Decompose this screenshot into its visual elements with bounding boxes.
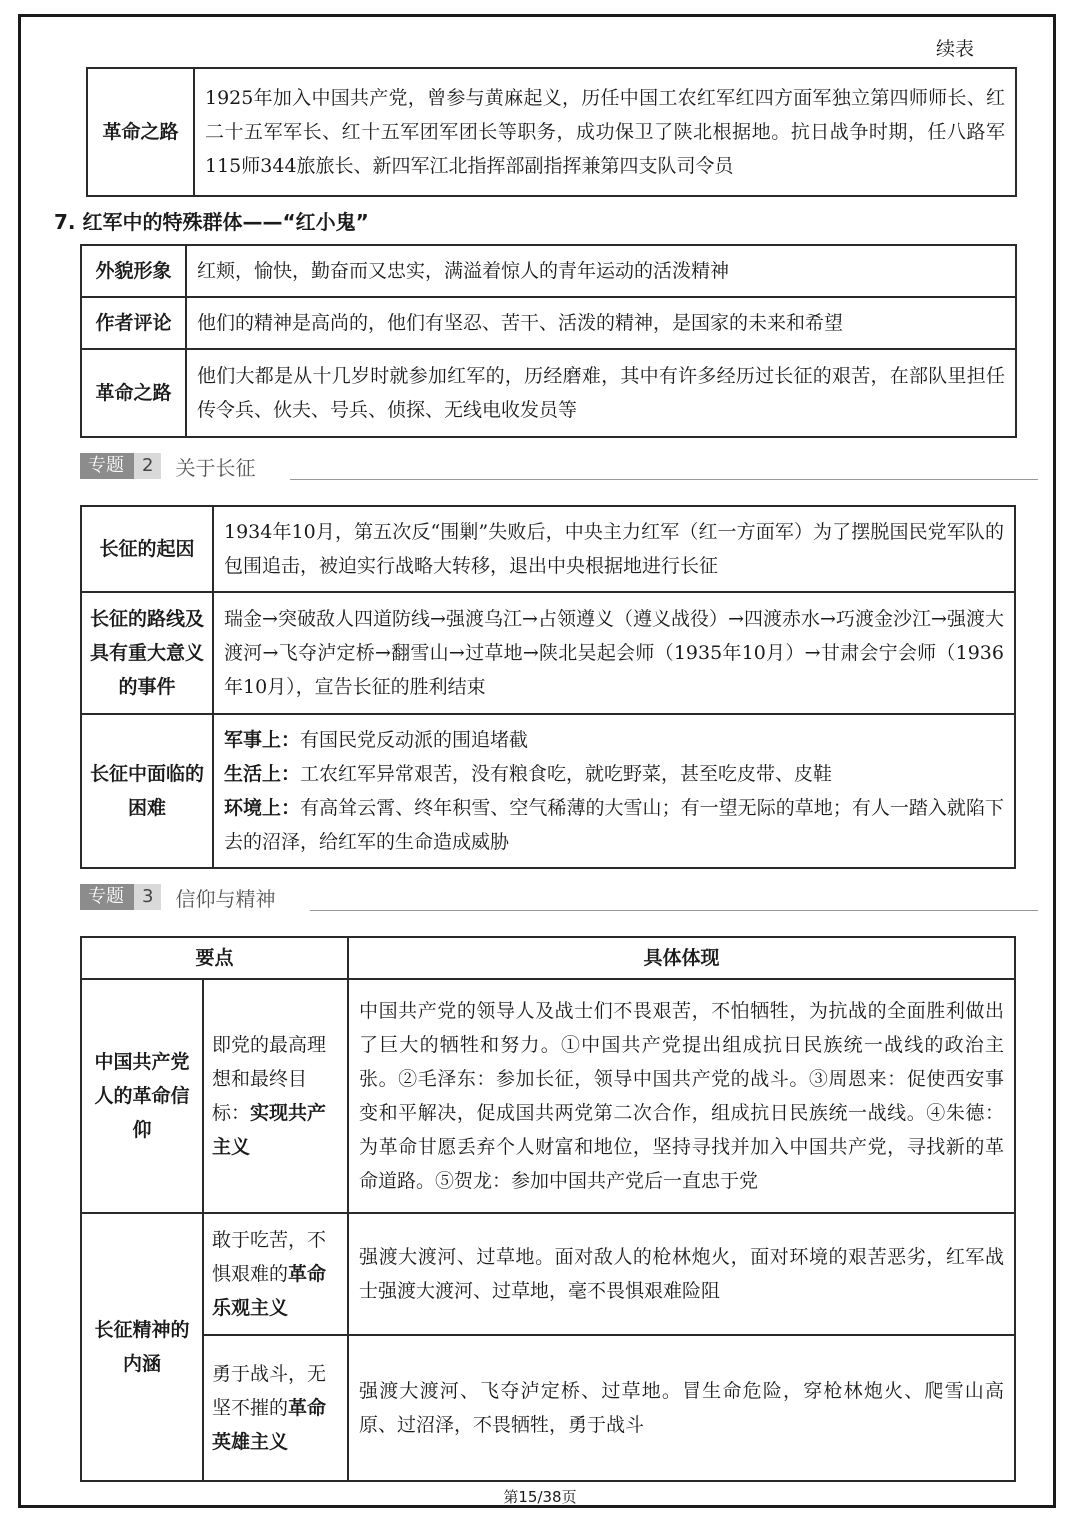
- sub-point-prefix: 即党的最高理想和最终目标：: [212, 1034, 327, 1124]
- row-text: 瑞金→突破敌人四道防线→强渡乌江→占领遵义（遵义战役）→四渡赤水→巧渡金沙江→强渡大渡河→飞夺泸定桥→翻雪山→过草地→陕北吴起会师（1935年10月）→甘肃会宁会师（1936年10月），宣告长征的胜利结束: [213, 592, 1015, 714]
- long-march-table: [80, 505, 1016, 869]
- row-text: [213, 714, 1015, 868]
- difficulty-value: 有高耸云霄、终年积雪、空气稀薄的大雪山；有一望无际的草地；有人一踏入就陷下去的沼泽，给红军的生命造成威胁: [224, 797, 1004, 853]
- difficulty-key: 环境上：: [224, 797, 301, 819]
- row-label: 革命之路: [87, 68, 194, 196]
- row-text: 中国共产党的领导人及战士们不畏艰苦，不怕牺牲，为抗战的全面胜利做出了巨大的牺牲和努力。①中国共产党提出组成抗日民族统一战线的政治主张。②毛泽东：参加长征，领导中国共产党的战斗。③周恩来：促使西安事变和平解决，促成国共两党第二次合作，组成抗日民族统一战线。④朱德：为革命甘愿丢弃个人财富和地位，坚持寻找并加入中国共产党，寻找新的革命道路。⑤贺龙：参加中国共产党后一直忠于党: [348, 979, 1015, 1213]
- continued-label: 续表: [935, 38, 974, 60]
- table-row: [81, 349, 1016, 437]
- row-label: 作者评论: [81, 297, 186, 349]
- table-row: [81, 592, 1015, 714]
- row-label: 革命之路: [81, 349, 186, 437]
- difficulty-item: [224, 723, 1004, 757]
- difficulty-value: 有国民党反动派的围追堵截: [300, 729, 529, 751]
- sub-point: [203, 979, 348, 1213]
- sub-point-bold: 革命乐观主义: [212, 1263, 327, 1319]
- row-label: 长征的路线及具有重大意义的事件: [81, 592, 213, 714]
- topic-title: 关于长征: [175, 455, 256, 480]
- sub-point: [203, 1213, 348, 1335]
- sub-point-bold: 实现共产主义: [212, 1102, 327, 1158]
- sub-point-prefix: 敢于吃苦，不惧艰难的: [212, 1229, 327, 1285]
- col-header-point: 要点: [81, 937, 348, 979]
- table-row: [81, 1213, 1015, 1335]
- difficulty-key: 军事上：: [224, 729, 301, 751]
- table-row: [87, 68, 1016, 196]
- difficulty-key: 生活上：: [224, 763, 301, 785]
- group-label: 中国共产党人的革命信仰: [81, 979, 203, 1213]
- difficulty-item: [224, 791, 1004, 859]
- topic-number: 3: [134, 884, 161, 910]
- col-header-detail: 具体体现: [348, 937, 1015, 979]
- difficulty-value: 工农红军异常艰苦，没有粮食吃，就吃野菜，甚至吃皮带、皮鞋: [300, 763, 833, 785]
- continued-table: [86, 67, 1017, 197]
- topic-number: 2: [134, 453, 161, 479]
- topic-header-3: [80, 884, 275, 910]
- row-text: 红颊，愉快，勤奋而又忠实，满溢着惊人的青年运动的活泼精神: [186, 245, 1016, 297]
- table-header-row: [81, 937, 1015, 979]
- sub-point-prefix: 勇于战斗，无坚不摧的: [212, 1363, 327, 1419]
- sub-point: [203, 1335, 348, 1481]
- row-text: 强渡大渡河、飞夺泸定桥、过草地。冒生命危险，穿枪林炮火、爬雪山高原、过沼泽，不畏牺牲，勇于战斗: [348, 1335, 1015, 1481]
- group-label: 长征精神的内涵: [81, 1213, 203, 1481]
- row-label: 长征的起因: [81, 506, 213, 592]
- table-row: [81, 1335, 1015, 1481]
- table-row: [81, 714, 1015, 868]
- belief-spirit-table: [80, 936, 1016, 1482]
- topic-divider: [310, 910, 1038, 911]
- row-text: 他们大都是从十几岁时就参加红军的，历经磨难，其中有许多经历过长征的艰苦，在部队里担任传令兵、伙夫、号兵、侦探、无线电收发员等: [186, 349, 1016, 437]
- topic-divider: [290, 479, 1038, 480]
- topic-header-2: [80, 453, 255, 479]
- sub-point-bold: 革命英雄主义: [212, 1397, 327, 1453]
- row-text: 强渡大渡河、过草地。面对敌人的枪林炮火，面对环境的艰苦恶劣，红军战士强渡大渡河、过草地，毫不畏惧艰难险阻: [348, 1213, 1015, 1335]
- row-label: 外貌形象: [81, 245, 186, 297]
- difficulty-item: [224, 757, 1004, 791]
- table-row: [81, 506, 1015, 592]
- topic-title: 信仰与精神: [175, 886, 276, 911]
- table-row: [81, 245, 1016, 297]
- table-row: [81, 979, 1015, 1213]
- table-row: [81, 297, 1016, 349]
- row-label: 长征中面临的困难: [81, 714, 213, 868]
- page-number: 第15/38页: [503, 1488, 577, 1506]
- topic-badge: 专题: [80, 884, 134, 910]
- red-little-devils-table: [80, 244, 1017, 438]
- row-text: 1934年10月，第五次反“围剿”失败后，中央主力红军（红一方面军）为了摆脱国民党军队的包围追击，被迫实行战略大转移，退出中央根据地进行长征: [213, 506, 1015, 592]
- row-text: 1925年加入中国共产党，曾参与黄麻起义，历任中国工农红军红四方面军独立第四师师长、红二十五军军长、红十五军团军团长等职务，成功保卫了陕北根据地。抗日战争时期，任八路军115师344旅旅长、新四军江北指挥部副指挥兼第四支队司令员: [194, 68, 1016, 196]
- section-heading: 7. 红军中的特殊群体——“红小鬼”: [54, 210, 369, 234]
- row-text: 他们的精神是高尚的，他们有坚忍、苦干、活泼的精神，是国家的未来和希望: [186, 297, 1016, 349]
- topic-badge: 专题: [80, 453, 134, 479]
